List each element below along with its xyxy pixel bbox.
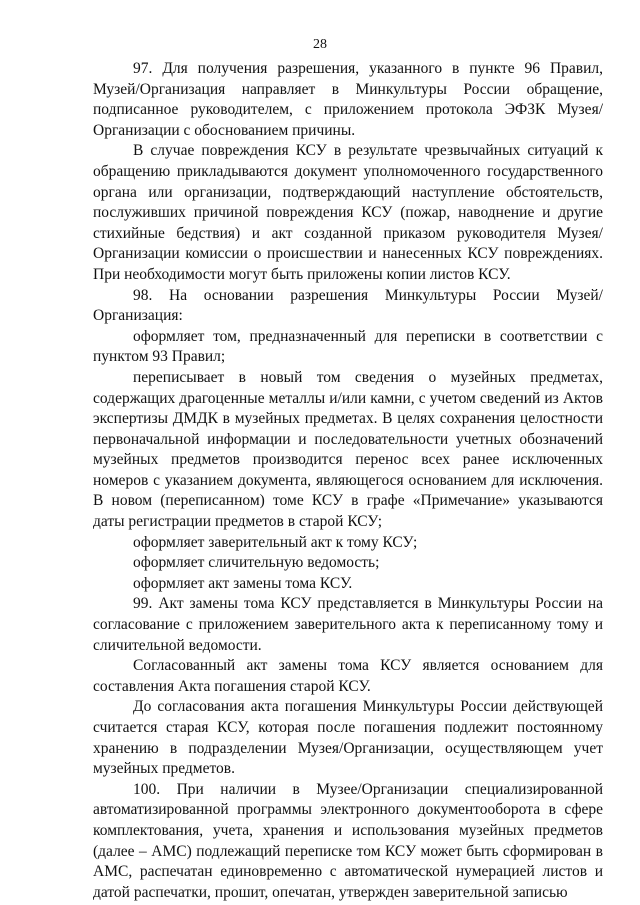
paragraph-98-item-3: оформляет заверительный акт к тому КСУ; <box>133 533 418 551</box>
paragraph-98-item-1: оформляет том, предназначенный для переписки в соответствии с пунктом 93 Правил; <box>93 327 603 366</box>
paragraph-approved-act: Согласованный акт замены тома КСУ является основанием для составления Акта погашения старой КСУ. <box>93 657 603 695</box>
page-number: 28 <box>313 37 327 52</box>
paragraph-emergency-damage: В случае повреждения КСУ в результате чрезвычайных ситуаций к обращению прикладываются документ уполномоченного государственного органа или организации, подтверждающий наступление обстоятельств, послуживших причиной повреждения КСУ (пожар, наводнение и другие стихийные бедствия) и акт созданной приказом руководителя Музея/Организации комиссии о происшествии и нанесенных КСУ повреждениях. При необходимости могут быть приложены копии листов КСУ. <box>93 142 603 283</box>
paragraph-98-item-4: оформляет сличительную ведомость; <box>133 554 380 572</box>
paragraph-98: 98. На основании разрешения Минкультуры России Музей/Организация: <box>93 286 603 325</box>
paragraph-100: 100. При наличии в Музее/Организации специализированной автоматизированной программы электронного документооборота в сфере комплектования, учета, хранения и использования музейных предметов (далее – АМС) подлежащий переписке том КСУ может быть сформирован в АМС, распечатан единовременно с автоматической нумерацией листов и датой распечатки, прошит, опечатан, утвержден заверительной записью <box>93 780 603 901</box>
paragraph-98-item-2: переписывает в новый том сведения о музейных предметах, содержащих драгоценные металлы и/или камни, с учетом сведений из Актов экспертизы ДМДК в музейных предметах. В целях сохранения целостности первоначальной информации и последовательности учетных обозначений музейных предметов производится перенос всех ранее исключенных номеров с указанием документа, являющегося основанием для исключения. В новом (переписанном) томе КСУ в графе «Примечание» указываются даты регистрации предметов в старой КСУ; <box>93 368 603 531</box>
document-body <box>93 59 603 903</box>
paragraph-99: 99. Акт замены тома КСУ представляется в Минкультуры России на согласование с приложением заверительного акта к переписанному тому и сличительной ведомости. <box>93 595 603 654</box>
paragraph-97: 97. Для получения разрешения, указанного в пункте 96 Правил, Музей/Организация направляет в Минкультуры России обращение, подписанное руководителем, с приложением протокола ЭФЗК Музея/Организации с обоснованием причины. <box>93 60 603 139</box>
paragraph-old-ksu-valid: До согласования акта погашения Минкультуры России действующей считается старая КСУ, которая после погашения подлежит постоянному хранению в подразделении Музея/Организации, осуществляющем учет музейных предметов. <box>93 698 603 778</box>
paragraph-98-item-5: оформляет акт замены тома КСУ. <box>133 574 353 592</box>
